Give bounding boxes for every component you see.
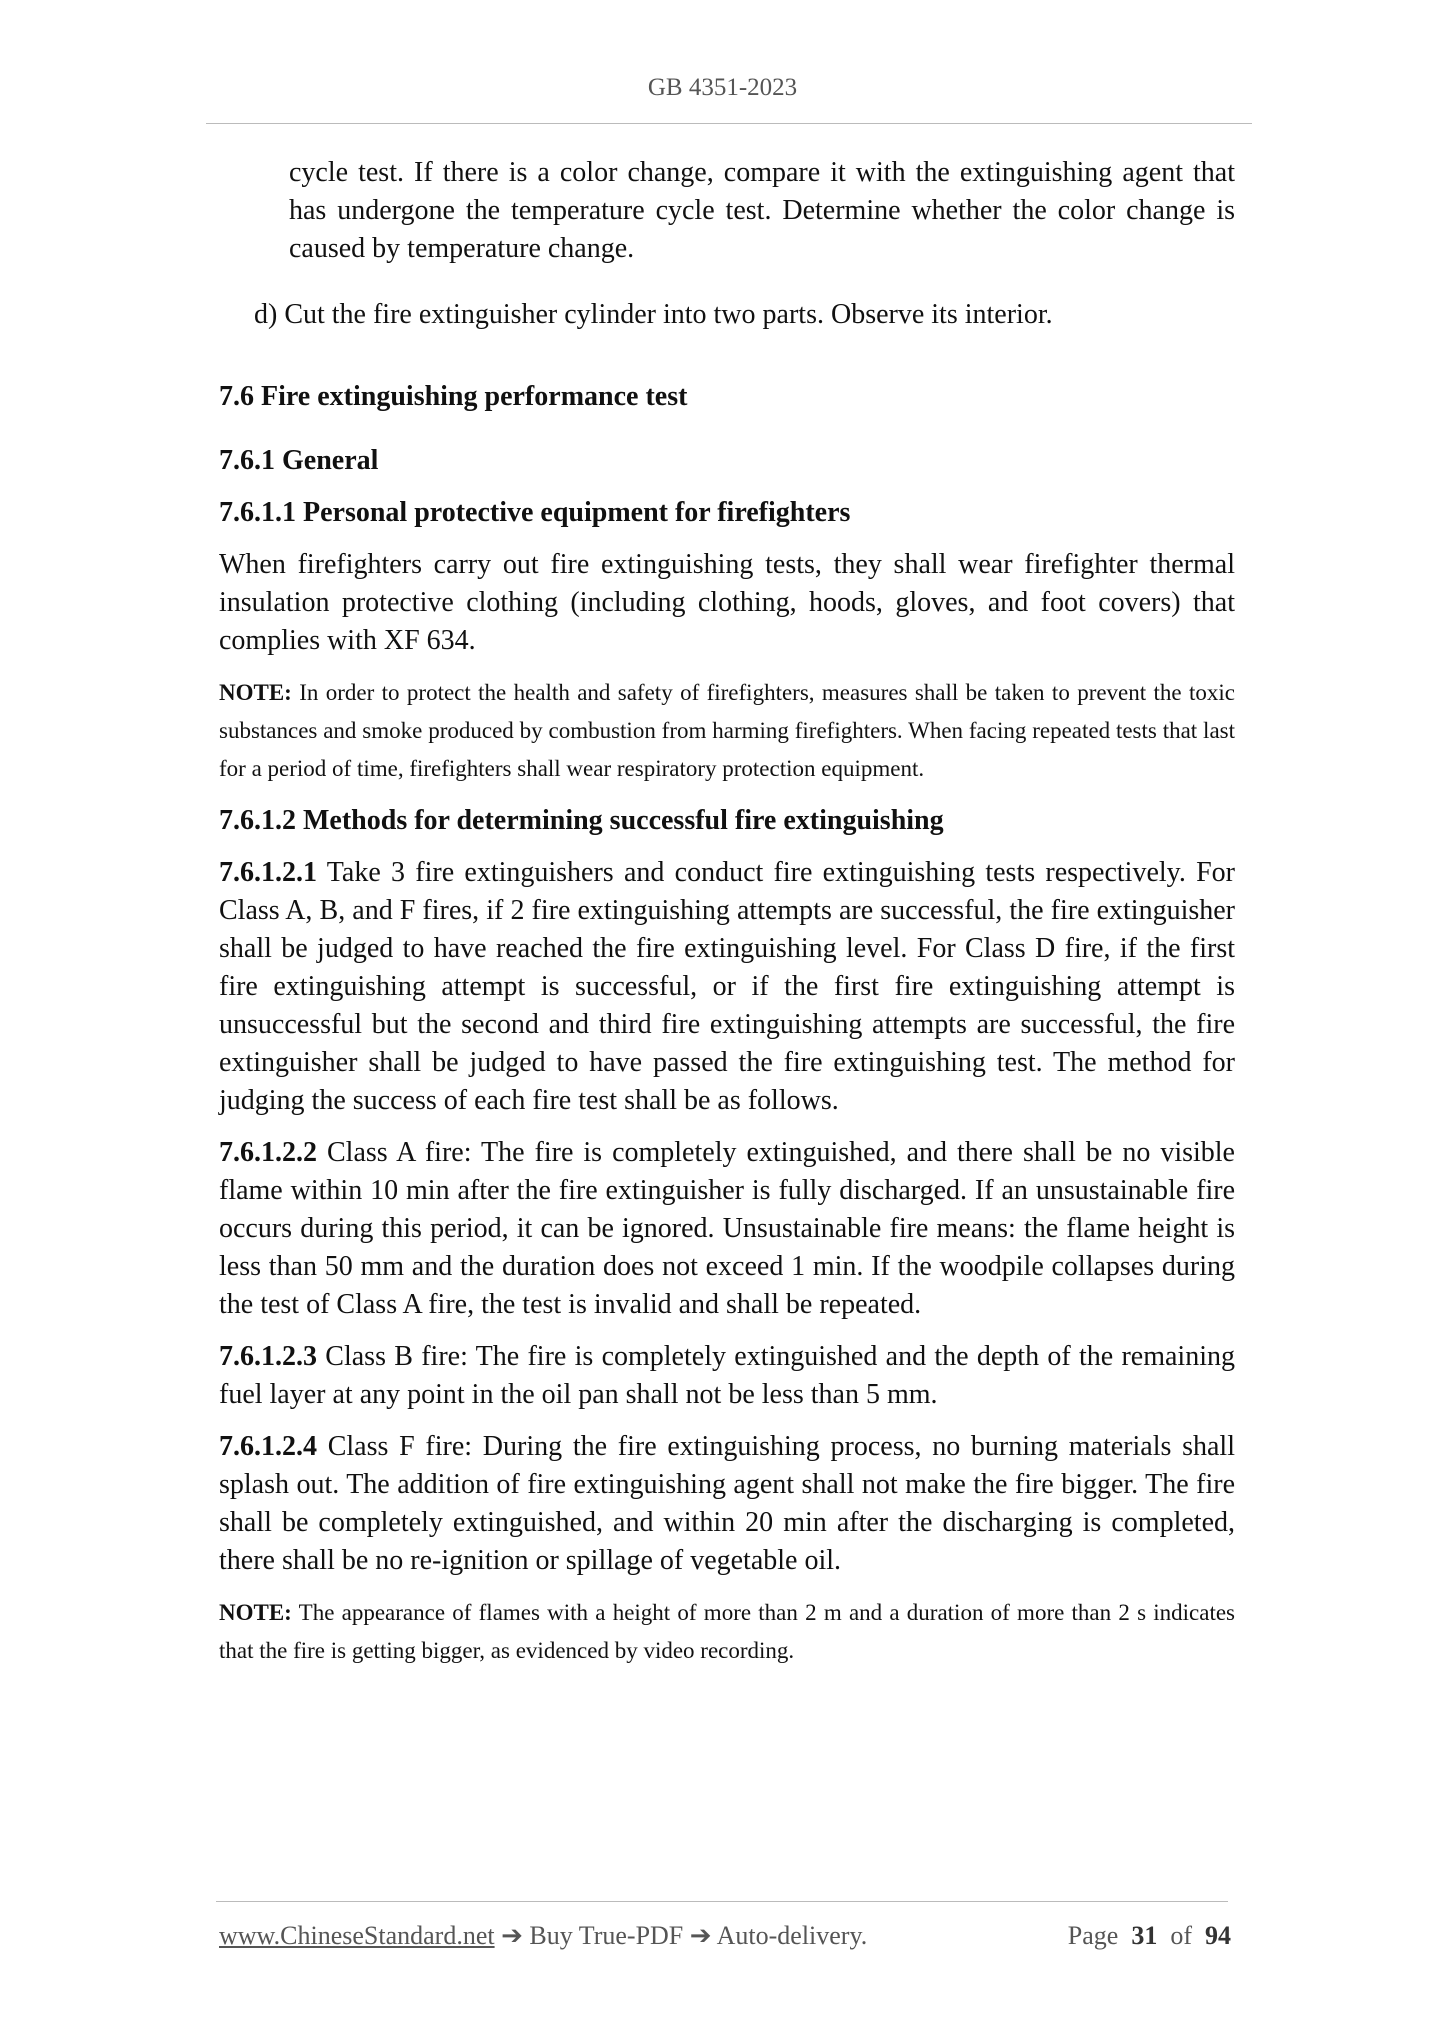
page-number: 31 (1131, 1921, 1158, 1950)
clause-text: Class B fire: The fire is completely extinguished and the depth of the remaining fuel layer at any point in the oil pan shall not be less than 5 mm. (219, 1341, 1235, 1410)
page-footer (219, 1921, 1231, 1951)
heading-7-6: 7.6 Fire extinguishing performance test (219, 381, 688, 412)
note-text: The appearance of flames with a height of more than 2 m and a duration of more than 2 s indicates that the fire is getting bigger, as evidenced by video recording. (219, 1600, 1235, 1663)
footer-promo: ➔ Buy True-PDF ➔ Auto-delivery. (494, 1921, 868, 1950)
heading-7-6-1-1: 7.6.1.1 Personal protective equipment for firefighters (219, 497, 851, 528)
note-label: NOTE: (219, 680, 292, 705)
clause-number: 7.6.1.2.2 (219, 1137, 317, 1168)
page-total: 94 (1205, 1921, 1231, 1950)
footer-divider (216, 1901, 1228, 1902)
page-header: GB 4351-2023 (647, 74, 798, 101)
page-indicator (1068, 1921, 1231, 1951)
clause-number: 7.6.1.2.3 (219, 1341, 317, 1372)
note-text: In order to protect the health and safety of firefighters, measures shall be taken to prevent the toxic substances and smoke produced by combustion from harming firefighters. When facing repeated tests that last for a period of time, firefighters shall wear respiratory protection equipment. (219, 680, 1235, 781)
page-label: Page (1067, 1921, 1119, 1950)
ppe-paragraph: When firefighters carry out fire extinguishing tests, they shall wear firefighter thermal insulation protective clothing (including clothing, hoods, gloves, and foot covers) that complies with XF 634. (219, 549, 1235, 656)
clause-number: 7.6.1.2.1 (219, 857, 317, 888)
clause-text: Class F fire: During the fire extinguishing process, no burning materials shall splash out. The addition of fire extinguishing agent shall not make the fire bigger. The fire shall be completely extinguished, and within 20 min after the discharging is completed, there shall be no re-ignition or spillage of vegetable oil. (219, 1431, 1235, 1576)
heading-7-6-1-2: 7.6.1.2 Methods for determining successful fire extinguishing (219, 805, 944, 836)
clause-7-6-1-2-3 (219, 1338, 1235, 1414)
clause-7-6-1-2-2 (219, 1134, 1235, 1324)
of-label: of (1170, 1921, 1192, 1950)
list-item-d: d) Cut the fire extinguisher cylinder into two parts. Observe its interior. (254, 299, 1053, 330)
note-ppe (219, 674, 1235, 788)
continued-paragraph: cycle test. If there is a color change, compare it with the extinguishing agent that has undergone the temperature cycle test. Determine whether the color change is caused by temperature change. (289, 157, 1235, 264)
website-link[interactable]: www.ChineseStandard.net (219, 1921, 495, 1950)
clause-text: Take 3 fire extinguishers and conduct fire extinguishing tests respectively. For Class A, B, and F fires, if 2 fire extinguishing attempts are successful, the fire extinguisher shall be judged to have reached the fire extinguishing level. For Class D fire, if the first fire extinguishing attempt is successful, or if the first fire extinguishing attempt is unsuccessful but the second and third fire extinguishing attempts are successful, the fire extinguisher shall be judged to have passed the fire extinguishing test. The method for judging the success of each fire test shall be as follows. (219, 857, 1235, 1116)
clause-number: 7.6.1.2.4 (219, 1431, 317, 1462)
clause-7-6-1-2-1 (219, 854, 1235, 1120)
header-divider (206, 123, 1252, 124)
clause-text: Class A fire: The fire is completely extinguished, and there shall be no visible flame within 10 min after the fire extinguisher is fully discharged. If an unsustainable fire occurs during this period, it can be ignored. Unsustainable fire means: the flame height is less than 50 mm and the duration does not exceed 1 min. If the woodpile collapses during the test of Class A fire, the test is invalid and shall be repeated. (219, 1137, 1235, 1320)
page-content (219, 154, 1235, 1670)
clause-7-6-1-2-4 (219, 1428, 1235, 1580)
heading-7-6-1: 7.6.1 General (219, 445, 379, 476)
note-label: NOTE: (219, 1600, 292, 1625)
note-fire-bigger (219, 1594, 1235, 1670)
